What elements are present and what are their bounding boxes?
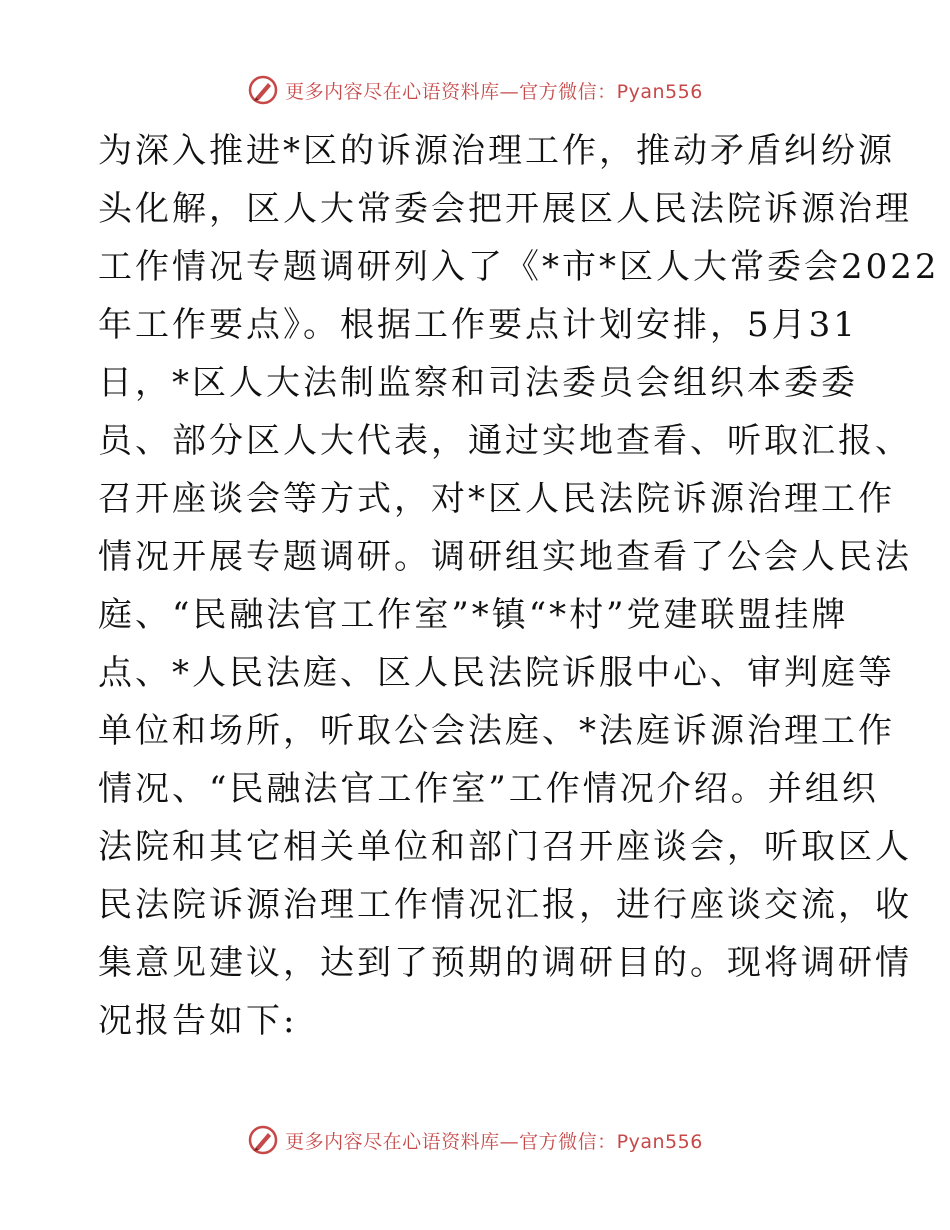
watermark-text: 更多内容尽在心语资料库—官方微信：Pyan556	[285, 1130, 703, 1153]
paragraph-line: 员、部分区人大代表，通过实地查看、听取汇报、	[98, 421, 912, 461]
paragraph-line: 为深入推进*区的诉源治理工作，推动矛盾纠纷源	[98, 131, 895, 171]
paragraph-line: 单位和场所，听取公会法庭、*法庭诉源治理工作	[98, 711, 895, 751]
paragraph-line: 情况、“民融法官工作室”工作情况介绍。并组织	[98, 769, 879, 809]
paragraph-line: 召开座谈会等方式，对*区人民法院诉源治理工作	[98, 479, 895, 519]
paragraph-line: 工作情况专题调研列入了《*市*区人大常委会2022	[98, 247, 940, 287]
watermark-header	[0, 70, 950, 110]
paragraph-line: 日，*区人大法制监察和司法委员会组织本委委	[98, 363, 858, 403]
paragraph-line: 点、*人民法庭、区人民法院诉服中心、审判庭等	[98, 653, 895, 693]
paragraph-line: 况报告如下:	[98, 1001, 298, 1041]
paragraph-line: 集意见建议，达到了预期的调研目的。现将调研情	[98, 943, 912, 983]
pen-logo-icon	[247, 1124, 279, 1156]
paragraph-line: 民法院诉源治理工作情况汇报，进行座谈交流，收	[98, 885, 912, 925]
paragraph-line: 情况开展专题调研。调研组实地查看了公会人民法	[98, 537, 912, 577]
paragraph-line: 年工作要点》。根据工作要点计划安排，5月31	[98, 305, 858, 345]
paragraph-line: 法院和其它相关单位和部门召开座谈会，听取区人	[98, 827, 912, 867]
paragraph-line: 头化解，区人大常委会把开展区人民法院诉源治理	[98, 189, 912, 229]
paragraph-line: 庭、“民融法官工作室”*镇“*村”党建联盟挂牌	[98, 595, 849, 635]
document-paragraph	[98, 122, 940, 1050]
pen-logo-icon	[247, 74, 279, 106]
watermark-footer	[0, 1120, 950, 1160]
watermark-text: 更多内容尽在心语资料库—官方微信：Pyan556	[285, 80, 703, 103]
